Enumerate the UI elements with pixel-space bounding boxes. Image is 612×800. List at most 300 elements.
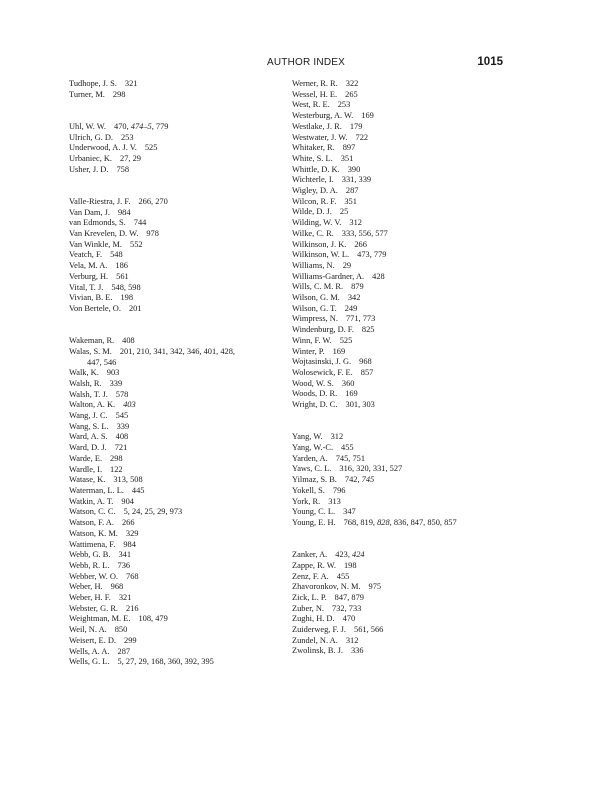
index-entry xyxy=(69,122,299,133)
page-references xyxy=(354,240,367,249)
author-name: Young, C. L. xyxy=(292,507,336,517)
index-entry xyxy=(292,90,522,101)
author-name: Underwood, A. J. V. xyxy=(69,143,137,153)
index-entry xyxy=(69,250,299,261)
index-entry xyxy=(292,518,522,529)
page-ref: 423, xyxy=(335,550,352,560)
author-name: Wells, G. L. xyxy=(69,657,110,667)
page-references xyxy=(372,272,385,281)
page-ref: 341 xyxy=(118,550,131,560)
page-references xyxy=(356,133,369,142)
page-references xyxy=(332,604,361,613)
author-name: Zughi, H. D. xyxy=(292,614,335,624)
author-name: Wilding, W. V. xyxy=(292,218,342,228)
page-ref: 408 xyxy=(115,432,129,442)
page-references xyxy=(129,304,142,313)
index-entry xyxy=(292,497,522,508)
page-ref: 316, 320, 331, 527 xyxy=(339,464,403,474)
page-ref: 216 xyxy=(126,603,139,613)
page-number: 1015 xyxy=(477,56,503,68)
page-ref: 732, 733 xyxy=(332,603,362,613)
author-name: Turner, M. xyxy=(69,89,105,99)
author-name: Ward, D. J. xyxy=(69,443,107,453)
page-references xyxy=(111,283,140,292)
page-ref: 984 xyxy=(117,207,131,217)
page-ref-italic: 745 xyxy=(361,475,375,485)
author-name: van Edmonds, S. xyxy=(69,218,126,228)
page-ref: 561, 566 xyxy=(354,625,384,635)
page-references xyxy=(116,432,129,441)
page-ref: 29 xyxy=(342,260,352,270)
page-ref: 857 xyxy=(360,367,374,377)
index-entry xyxy=(292,186,522,197)
page-ref: 721 xyxy=(114,443,128,453)
page-ref: 329 xyxy=(125,528,139,538)
letter-group-gap xyxy=(69,100,299,122)
author-name: Wessel, H. E. xyxy=(292,89,338,99)
author-name: Whittle, D. K. xyxy=(292,164,340,174)
page-ref: 253 xyxy=(120,132,134,142)
index-entry xyxy=(69,240,299,251)
page-references xyxy=(118,550,131,559)
author-name: Williams-Gardner, A. xyxy=(292,271,365,281)
page-references xyxy=(138,614,167,623)
letter-group xyxy=(292,432,522,528)
page-references xyxy=(345,389,358,398)
index-entry xyxy=(292,604,522,615)
author-name: Van Winkle, M. xyxy=(69,239,123,249)
author-name: Wilson, G. T. xyxy=(292,303,337,313)
page-references xyxy=(362,325,375,334)
index-entry xyxy=(292,507,522,518)
page-references xyxy=(350,122,363,131)
author-name: Weber, H. xyxy=(69,582,103,592)
page-references xyxy=(146,229,159,238)
author-name: Yarden, A. xyxy=(292,453,328,463)
page-ref: 903 xyxy=(106,368,120,378)
page-references xyxy=(346,400,375,409)
letter-group-gap xyxy=(292,529,522,551)
letter-group-gap xyxy=(292,411,522,433)
page-ref: 742, xyxy=(344,475,362,485)
page-ref: 301, 303 xyxy=(345,400,375,410)
author-name: Watase, K. xyxy=(69,475,106,485)
author-name: Van Dam, J. xyxy=(69,207,110,217)
page-references xyxy=(357,250,386,259)
page-references xyxy=(134,218,147,227)
author-name: Walk, K. xyxy=(69,368,99,378)
page-references xyxy=(361,368,374,377)
page-ref: 266 xyxy=(121,518,135,528)
page-ref: 968 xyxy=(359,357,372,367)
index-entry xyxy=(292,304,522,315)
page-references xyxy=(145,143,158,152)
page-references xyxy=(346,636,359,645)
page-references xyxy=(120,347,235,356)
page-references xyxy=(333,347,346,356)
index-entry xyxy=(292,197,522,208)
index-entry xyxy=(292,646,522,657)
index-entry xyxy=(69,379,299,390)
page-ref: 321 xyxy=(124,79,138,88)
page-ref: 897 xyxy=(342,143,356,153)
author-name: Walas, S. M. xyxy=(69,346,112,356)
page-ref: 470 xyxy=(342,614,356,624)
page-ref: 525 xyxy=(144,143,158,153)
author-name: Wakeman, R. xyxy=(69,336,115,346)
page-references xyxy=(115,443,128,452)
page-ref: 736 xyxy=(117,560,131,570)
index-entry xyxy=(69,154,299,165)
author-name: Zwolinsk, B. J. xyxy=(292,646,343,656)
author-name: Zundel, N. A. xyxy=(292,635,338,645)
index-entry xyxy=(69,454,299,465)
page-ref: 198 xyxy=(120,293,134,303)
page-references xyxy=(126,572,139,581)
page-references xyxy=(345,90,358,99)
letter-group xyxy=(69,122,299,176)
author-name: Vivian, B. E. xyxy=(69,293,113,303)
page-ref: 122 xyxy=(110,464,123,474)
page-ref: 525 xyxy=(339,335,353,345)
page-ref: 299 xyxy=(124,635,137,645)
index-entry xyxy=(292,636,522,647)
page-references xyxy=(110,454,123,463)
page-ref: 333, 556, 577 xyxy=(341,228,388,238)
page-references xyxy=(344,518,457,527)
letter-group xyxy=(69,197,299,315)
index-entry xyxy=(69,411,299,422)
index-entry xyxy=(292,122,522,133)
index-entry xyxy=(69,368,299,379)
author-name: Winter, P. xyxy=(292,346,325,356)
page-ref: 455 xyxy=(336,571,350,581)
page-references xyxy=(116,272,129,281)
page-references xyxy=(339,464,402,473)
page-references xyxy=(335,593,364,602)
page-ref: 336 xyxy=(350,646,364,656)
page-ref: 548, 598 xyxy=(111,282,141,292)
author-name: Veatch, F. xyxy=(69,250,103,260)
author-name: York, R. xyxy=(292,496,321,506)
page-references xyxy=(348,293,361,302)
index-entry xyxy=(292,229,522,240)
page-ref: 339 xyxy=(109,378,123,388)
page-ref: 796 xyxy=(332,485,346,495)
index-entry xyxy=(69,497,299,508)
author-name: Valle-Riestra, J. F. xyxy=(69,196,131,206)
index-entry xyxy=(292,314,522,325)
page-ref: 313, 508 xyxy=(113,475,143,485)
index-entry xyxy=(69,143,299,154)
page-ref: 744 xyxy=(133,218,147,228)
author-name: Tudhope, J. S. xyxy=(69,79,117,88)
index-entry xyxy=(69,165,299,176)
author-name: Woods, D. R. xyxy=(292,389,338,399)
index-entry xyxy=(292,464,522,475)
page-ref: 108, 479 xyxy=(138,614,168,624)
page-references xyxy=(118,647,131,656)
author-name: Zuiderweg, F. J. xyxy=(292,625,346,635)
page-ref: 266, 270 xyxy=(138,196,168,206)
page-references xyxy=(120,154,141,163)
page-ref: 249 xyxy=(344,303,358,313)
page-references xyxy=(342,379,355,388)
index-entry xyxy=(292,572,522,583)
index-entry xyxy=(69,550,299,561)
index-entry xyxy=(69,400,299,411)
index-entry xyxy=(292,432,522,443)
page-ref: 455 xyxy=(341,443,354,452)
author-name: Zenz, F. A. xyxy=(292,571,329,581)
index-entry xyxy=(69,540,299,551)
page-references xyxy=(346,79,359,88)
page-ref: 758 xyxy=(116,164,130,174)
author-name: Weisert, E. D. xyxy=(69,635,117,645)
page-references xyxy=(110,465,123,474)
page-references xyxy=(345,304,358,313)
index-entry xyxy=(292,218,522,229)
index-entry xyxy=(69,475,299,486)
author-name: Wilcon, R. F. xyxy=(292,196,337,206)
author-name: Werner, R. R. xyxy=(292,79,338,88)
page-references xyxy=(343,507,356,516)
page-ref: 978 xyxy=(146,229,159,239)
page-ref: 5, 24, 25, 29, 973 xyxy=(123,507,183,517)
index-entry xyxy=(69,304,299,315)
page-references xyxy=(336,454,365,463)
page-references xyxy=(120,293,133,302)
page-ref: 408 xyxy=(122,336,135,346)
index-entry xyxy=(292,261,522,272)
index-entry xyxy=(292,486,522,497)
page-references xyxy=(122,518,135,527)
page-ref: 561 xyxy=(116,271,129,281)
author-name: Watkin, A. T. xyxy=(69,496,114,506)
page-references xyxy=(345,475,374,484)
index-entry xyxy=(69,432,299,443)
page-ref: 342 xyxy=(347,293,361,303)
page-ref: 312 xyxy=(349,218,362,228)
index-entry xyxy=(292,347,522,358)
page-references xyxy=(123,540,136,549)
author-name: Wilson, G. M. xyxy=(292,293,340,303)
index-entry xyxy=(69,486,299,497)
author-name: Wang, S. L. xyxy=(69,421,109,431)
index-entry xyxy=(69,347,299,358)
index-entry xyxy=(69,518,299,529)
page-references xyxy=(344,561,357,570)
index-entry xyxy=(69,614,299,625)
page-references xyxy=(116,411,129,420)
author-name: Yang, W. xyxy=(292,432,323,442)
index-entry xyxy=(292,614,522,625)
index-entry xyxy=(292,550,522,561)
author-name: Verburg, H. xyxy=(69,271,109,281)
author-name: Young, E. H. xyxy=(292,517,336,527)
author-name: Weil, N. A. xyxy=(69,625,107,635)
author-name: Usher, J. D. xyxy=(69,164,109,174)
index-entry xyxy=(292,368,522,379)
index-entry xyxy=(292,293,522,304)
letter-group xyxy=(292,550,522,657)
index-entry xyxy=(292,625,522,636)
index-entry xyxy=(69,604,299,615)
author-name: Webber, W. O. xyxy=(69,571,118,581)
page-ref: 169 xyxy=(345,389,358,399)
index-entry xyxy=(69,636,299,647)
author-name: Zuber, N. xyxy=(292,603,324,613)
author-name: Watson, F. A. xyxy=(69,518,114,528)
page-ref-italic: 403 xyxy=(123,400,136,410)
author-name: Watson, C. C. xyxy=(69,507,116,517)
page-ref: 768 xyxy=(126,571,139,581)
page-ref: 321 xyxy=(118,593,132,603)
page-references xyxy=(107,368,120,377)
page-ref: 470, xyxy=(114,121,131,131)
page-references xyxy=(338,100,351,109)
page-ref: 265 xyxy=(345,89,358,99)
author-name: Williams, N. xyxy=(292,260,335,270)
index-column-left xyxy=(69,79,299,668)
page-references xyxy=(115,625,128,634)
index-entry xyxy=(292,272,522,283)
page-references xyxy=(138,197,167,206)
page-ref: 545 xyxy=(115,411,129,421)
page-references xyxy=(110,250,123,259)
author-name: Wojtasinski, J. G. xyxy=(292,357,352,367)
letter-group-gap xyxy=(69,175,299,197)
author-name: Yaws, C. L. xyxy=(292,464,332,474)
index-entry xyxy=(292,561,522,572)
index-entry xyxy=(292,400,522,411)
page-ref-italic: 828 xyxy=(377,517,390,527)
index-entry xyxy=(69,625,299,636)
index-entry xyxy=(69,197,299,208)
index-entry xyxy=(69,272,299,283)
index-entry xyxy=(69,507,299,518)
author-name: Windenburg, D. F. xyxy=(292,325,354,335)
author-name: Ward, A. S. xyxy=(69,432,108,442)
index-entry xyxy=(69,561,299,572)
author-name: Zhavoronkov, N. M. xyxy=(292,582,361,592)
page-references xyxy=(343,614,356,623)
index-entry xyxy=(292,357,522,368)
page-ref: 351 xyxy=(340,153,354,163)
page-ref: 201, 210, 341, 342, 346, 401, 428, xyxy=(119,346,235,356)
index-entry xyxy=(69,218,299,229)
index-entry xyxy=(292,593,522,604)
page-ref: 287 xyxy=(117,646,131,656)
page-references xyxy=(328,497,341,506)
index-entry xyxy=(69,647,299,658)
page-ref: 347 xyxy=(343,507,356,517)
index-entry xyxy=(69,90,299,101)
page-ref: 771, 773 xyxy=(345,314,376,324)
author-name: Wilde, D. J. xyxy=(292,207,332,217)
page-references xyxy=(369,582,382,591)
author-name: Uhl, W. W. xyxy=(69,121,106,131)
index-entry xyxy=(292,240,522,251)
author-name: Webb, R. L. xyxy=(69,560,110,570)
page-ref: 850 xyxy=(114,625,128,635)
page-references xyxy=(343,261,351,270)
index-entry xyxy=(69,582,299,593)
page-ref: 428 xyxy=(372,271,385,281)
page-ref: 445 xyxy=(131,486,145,495)
page-ref: 298 xyxy=(112,89,126,99)
author-name: Watson, K. M. xyxy=(69,528,118,538)
page-references xyxy=(119,593,132,602)
index-entry xyxy=(69,390,299,401)
index-entry xyxy=(69,572,299,583)
author-name: Wigley, D. A. xyxy=(292,186,338,196)
page-references xyxy=(340,207,348,216)
page-references xyxy=(117,422,130,431)
letter-group-gap xyxy=(69,315,299,337)
page-references xyxy=(126,604,139,613)
page-ref: 312 xyxy=(345,635,359,645)
author-name: Walsh, R. xyxy=(69,378,102,388)
index-entry xyxy=(69,261,299,272)
page-ref: 968 xyxy=(110,582,124,592)
page-references xyxy=(123,400,136,409)
author-name: Wilkinson, W. L. xyxy=(292,250,350,260)
page-references xyxy=(361,111,374,120)
index-entry xyxy=(292,443,522,454)
index-entry xyxy=(69,79,299,90)
page-references xyxy=(331,432,344,441)
index-entry xyxy=(69,283,299,294)
page-ref: 201 xyxy=(128,303,142,313)
index-entry xyxy=(292,207,522,218)
page-references xyxy=(126,529,139,538)
page-ref: 548 xyxy=(110,250,123,260)
author-name: Van Krevelen, D. W. xyxy=(69,229,139,239)
author-name: Webster, G. R. xyxy=(69,603,118,613)
page-ref: 312 xyxy=(330,432,344,442)
author-name: Urbaniec, K. xyxy=(69,154,113,164)
page-references xyxy=(344,197,357,206)
index-entry xyxy=(292,165,522,176)
author-name: Wang, J. C. xyxy=(69,411,108,421)
author-name: Wood, W. S. xyxy=(292,378,334,388)
page-ref: 322 xyxy=(345,79,359,88)
index-entry xyxy=(69,657,299,668)
page-ref: 473, 779 xyxy=(357,250,387,260)
page-ref: , 836, 847, 850, 857 xyxy=(389,517,457,527)
page-references xyxy=(118,561,131,570)
page-ref: 169 xyxy=(332,346,346,356)
page-references xyxy=(346,186,359,195)
page-ref: 266 xyxy=(354,239,367,249)
page-ref: 578 xyxy=(115,389,129,399)
author-name: Wilke, C. R. xyxy=(292,228,334,238)
index-entry xyxy=(69,208,299,219)
page-ref: 825 xyxy=(361,325,375,335)
page-header xyxy=(0,57,612,73)
page-references xyxy=(333,486,346,495)
page-references xyxy=(113,90,126,99)
index-entry xyxy=(69,422,299,433)
index-entry xyxy=(292,111,522,122)
author-name: Wolosewick, F. E. xyxy=(292,367,353,377)
index-entry xyxy=(292,336,522,347)
page-references xyxy=(121,133,134,142)
author-name: Yang, W.-C. xyxy=(292,443,334,452)
index-entry xyxy=(292,100,522,111)
index-entry xyxy=(292,154,522,165)
